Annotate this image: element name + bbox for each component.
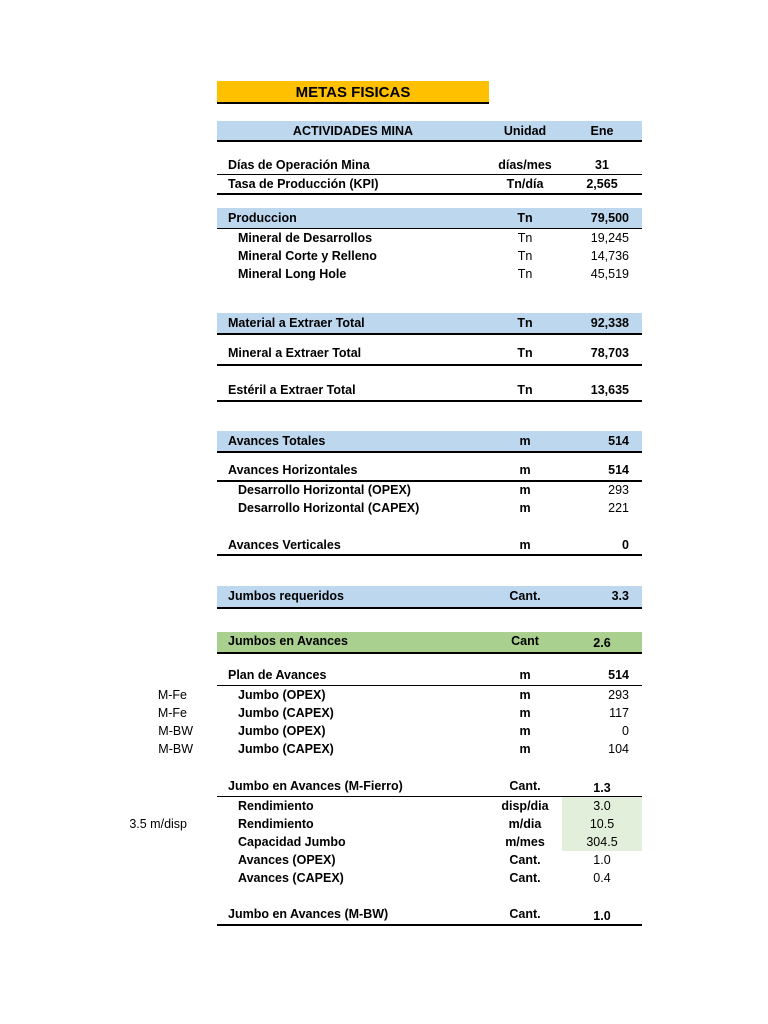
row-unit: días/mes: [498, 158, 552, 172]
row-value: 19,245: [590, 231, 629, 245]
row-avances-totales: [217, 432, 642, 450]
side-label: M-Fe: [157, 706, 187, 720]
row-value: 514: [608, 668, 629, 682]
row-capacidad: [217, 833, 642, 851]
row-value: 221: [608, 501, 629, 515]
row-label: Mineral Long Hole: [238, 267, 347, 281]
row-label: Material a Extraer Total: [228, 316, 365, 330]
row-unit: Cant: [511, 634, 539, 648]
sheet-title: METAS FISICAS: [217, 81, 489, 104]
row-jumbo-fierro: [217, 777, 642, 795]
row-mineral-total: [217, 344, 642, 362]
divider: [217, 652, 642, 654]
row-label: Jumbo en Avances (M-Fierro): [228, 779, 403, 793]
divider: [217, 451, 642, 453]
row-unit: m: [519, 724, 531, 738]
row-label: Desarrollo Horizontal (OPEX): [238, 483, 411, 497]
row-value: 0: [622, 538, 629, 552]
row-longhole: [217, 265, 642, 283]
row-rend2: [217, 815, 642, 833]
header-row: [217, 122, 642, 140]
row-unit: m: [519, 501, 531, 515]
row-unit: m: [519, 538, 531, 552]
row-des-capex: [217, 499, 642, 517]
row-value: 514: [608, 463, 629, 477]
row-value: 104: [608, 742, 629, 756]
row-label: Tasa de Producción (KPI): [228, 177, 379, 191]
row-dias: [217, 156, 642, 174]
row-j-bw-capex: [217, 740, 642, 758]
row-rend1: [217, 797, 642, 815]
row-unit: Cant.: [509, 853, 541, 867]
row-unit: Tn: [517, 231, 533, 245]
row-value: 3.3: [611, 589, 629, 603]
row-label: Avances (OPEX): [238, 853, 336, 867]
row-value: 31: [595, 158, 609, 172]
row-esteril-total: [217, 381, 642, 399]
row-label: Desarrollo Horizontal (CAPEX): [238, 501, 420, 515]
row-produccion: [217, 209, 642, 227]
row-value: 1.0: [593, 909, 611, 923]
row-unit: m: [519, 668, 531, 682]
row-unit: m/dia: [508, 817, 542, 831]
row-value: 2.6: [593, 636, 611, 650]
row-value: 14,736: [590, 249, 629, 263]
row-unit: m/mes: [505, 835, 545, 849]
row-label: Mineral a Extraer Total: [228, 346, 362, 360]
row-label: Jumbo (OPEX): [238, 688, 326, 702]
row-label: Estéril a Extraer Total: [228, 383, 356, 397]
row-label: Jumbo (CAPEX): [238, 706, 334, 720]
row-value: 3.0: [593, 799, 611, 813]
row-value: 0.4: [593, 871, 611, 885]
divider: [217, 364, 642, 366]
row-des-opex: [217, 481, 642, 499]
header-activity: ACTIVIDADES MINA: [292, 124, 414, 138]
row-label: Jumbo en Avances (M-BW): [228, 907, 389, 921]
side-label: M-BW: [158, 724, 193, 738]
row-jumbos-av: [217, 632, 642, 650]
row-plan: [217, 666, 642, 684]
row-label: Produccion: [228, 211, 297, 225]
row-value: 304.5: [586, 835, 618, 849]
row-jumbos-req: [217, 587, 642, 605]
divider: [217, 193, 642, 195]
row-unit: Tn/día: [506, 177, 544, 191]
row-value: 45,519: [590, 267, 629, 281]
divider: [217, 924, 642, 926]
row-label: Mineral de Desarrollos: [238, 231, 373, 245]
row-unit: m: [519, 742, 531, 756]
divider: [217, 554, 642, 556]
row-label: Avances (CAPEX): [238, 871, 344, 885]
row-label: Jumbo (CAPEX): [238, 742, 334, 756]
row-unit: Tn: [517, 267, 533, 281]
row-unit: m: [519, 688, 531, 702]
divider: [217, 400, 642, 402]
row-value: 293: [608, 483, 629, 497]
row-value: 1.0: [593, 853, 611, 867]
row-value: 92,338: [590, 316, 629, 330]
row-value: 293: [608, 688, 629, 702]
row-value: 514: [608, 434, 629, 448]
row-unit: m: [519, 483, 531, 497]
row-j-fe-capex: [217, 704, 642, 722]
row-label: Avances Horizontales: [228, 463, 358, 477]
row-value: 1.3: [593, 781, 611, 795]
row-label: Avances Verticales: [228, 538, 341, 552]
row-label: Rendimiento: [238, 817, 314, 831]
row-avances-horiz: [217, 461, 642, 479]
row-unit: Tn: [517, 249, 533, 263]
row-value: 10.5: [589, 817, 615, 831]
row-value: 117: [609, 706, 629, 720]
row-avances-vert: [217, 536, 642, 554]
row-unit: m: [519, 706, 531, 720]
row-unit: Cant.: [509, 779, 541, 793]
row-tasa: [217, 175, 642, 193]
row-label: Jumbos en Avances: [228, 634, 348, 648]
row-unit: Cant.: [509, 589, 541, 603]
row-label: Jumbos requeridos: [228, 589, 344, 603]
row-unit: Cant.: [509, 907, 541, 921]
row-unit: Tn: [517, 383, 533, 397]
header-unit: Unidad: [503, 124, 547, 138]
row-jumbo-bw: [217, 905, 642, 923]
row-label: Días de Operación Mina: [228, 158, 370, 172]
row-j-fe-opex: [217, 686, 642, 704]
side-label: 3.5 m/disp: [129, 817, 187, 831]
row-label: Mineral Corte y Relleno: [238, 249, 377, 263]
row-unit: disp/dia: [501, 799, 549, 813]
row-unit: m: [519, 434, 531, 448]
row-label: Capacidad Jumbo: [238, 835, 346, 849]
header-month: Ene: [590, 124, 614, 138]
row-material-total: [217, 314, 642, 332]
side-label: M-BW: [158, 742, 193, 756]
row-unit: m: [519, 463, 531, 477]
divider: [217, 140, 642, 142]
row-value: 2,565: [586, 177, 618, 191]
row-label: Jumbo (OPEX): [238, 724, 326, 738]
row-corte: [217, 247, 642, 265]
row-value: 13,635: [590, 383, 629, 397]
row-unit: Tn: [517, 346, 533, 360]
row-desarrollos: [217, 229, 642, 247]
row-unit: Tn: [517, 316, 533, 330]
row-label: Plan de Avances: [228, 668, 327, 682]
divider: [217, 607, 642, 609]
divider: [217, 333, 642, 335]
row-value: 79,500: [590, 211, 629, 225]
row-value: 78,703: [590, 346, 629, 360]
row-label: Rendimiento: [238, 799, 314, 813]
row-unit: Cant.: [509, 871, 541, 885]
row-j-bw-opex: [217, 722, 642, 740]
row-unit: Tn: [517, 211, 533, 225]
row-label: Avances Totales: [228, 434, 326, 448]
row-av-capex: [217, 869, 642, 887]
row-value: 0: [622, 724, 629, 738]
row-av-opex: [217, 851, 642, 869]
side-label: M-Fe: [157, 688, 187, 702]
